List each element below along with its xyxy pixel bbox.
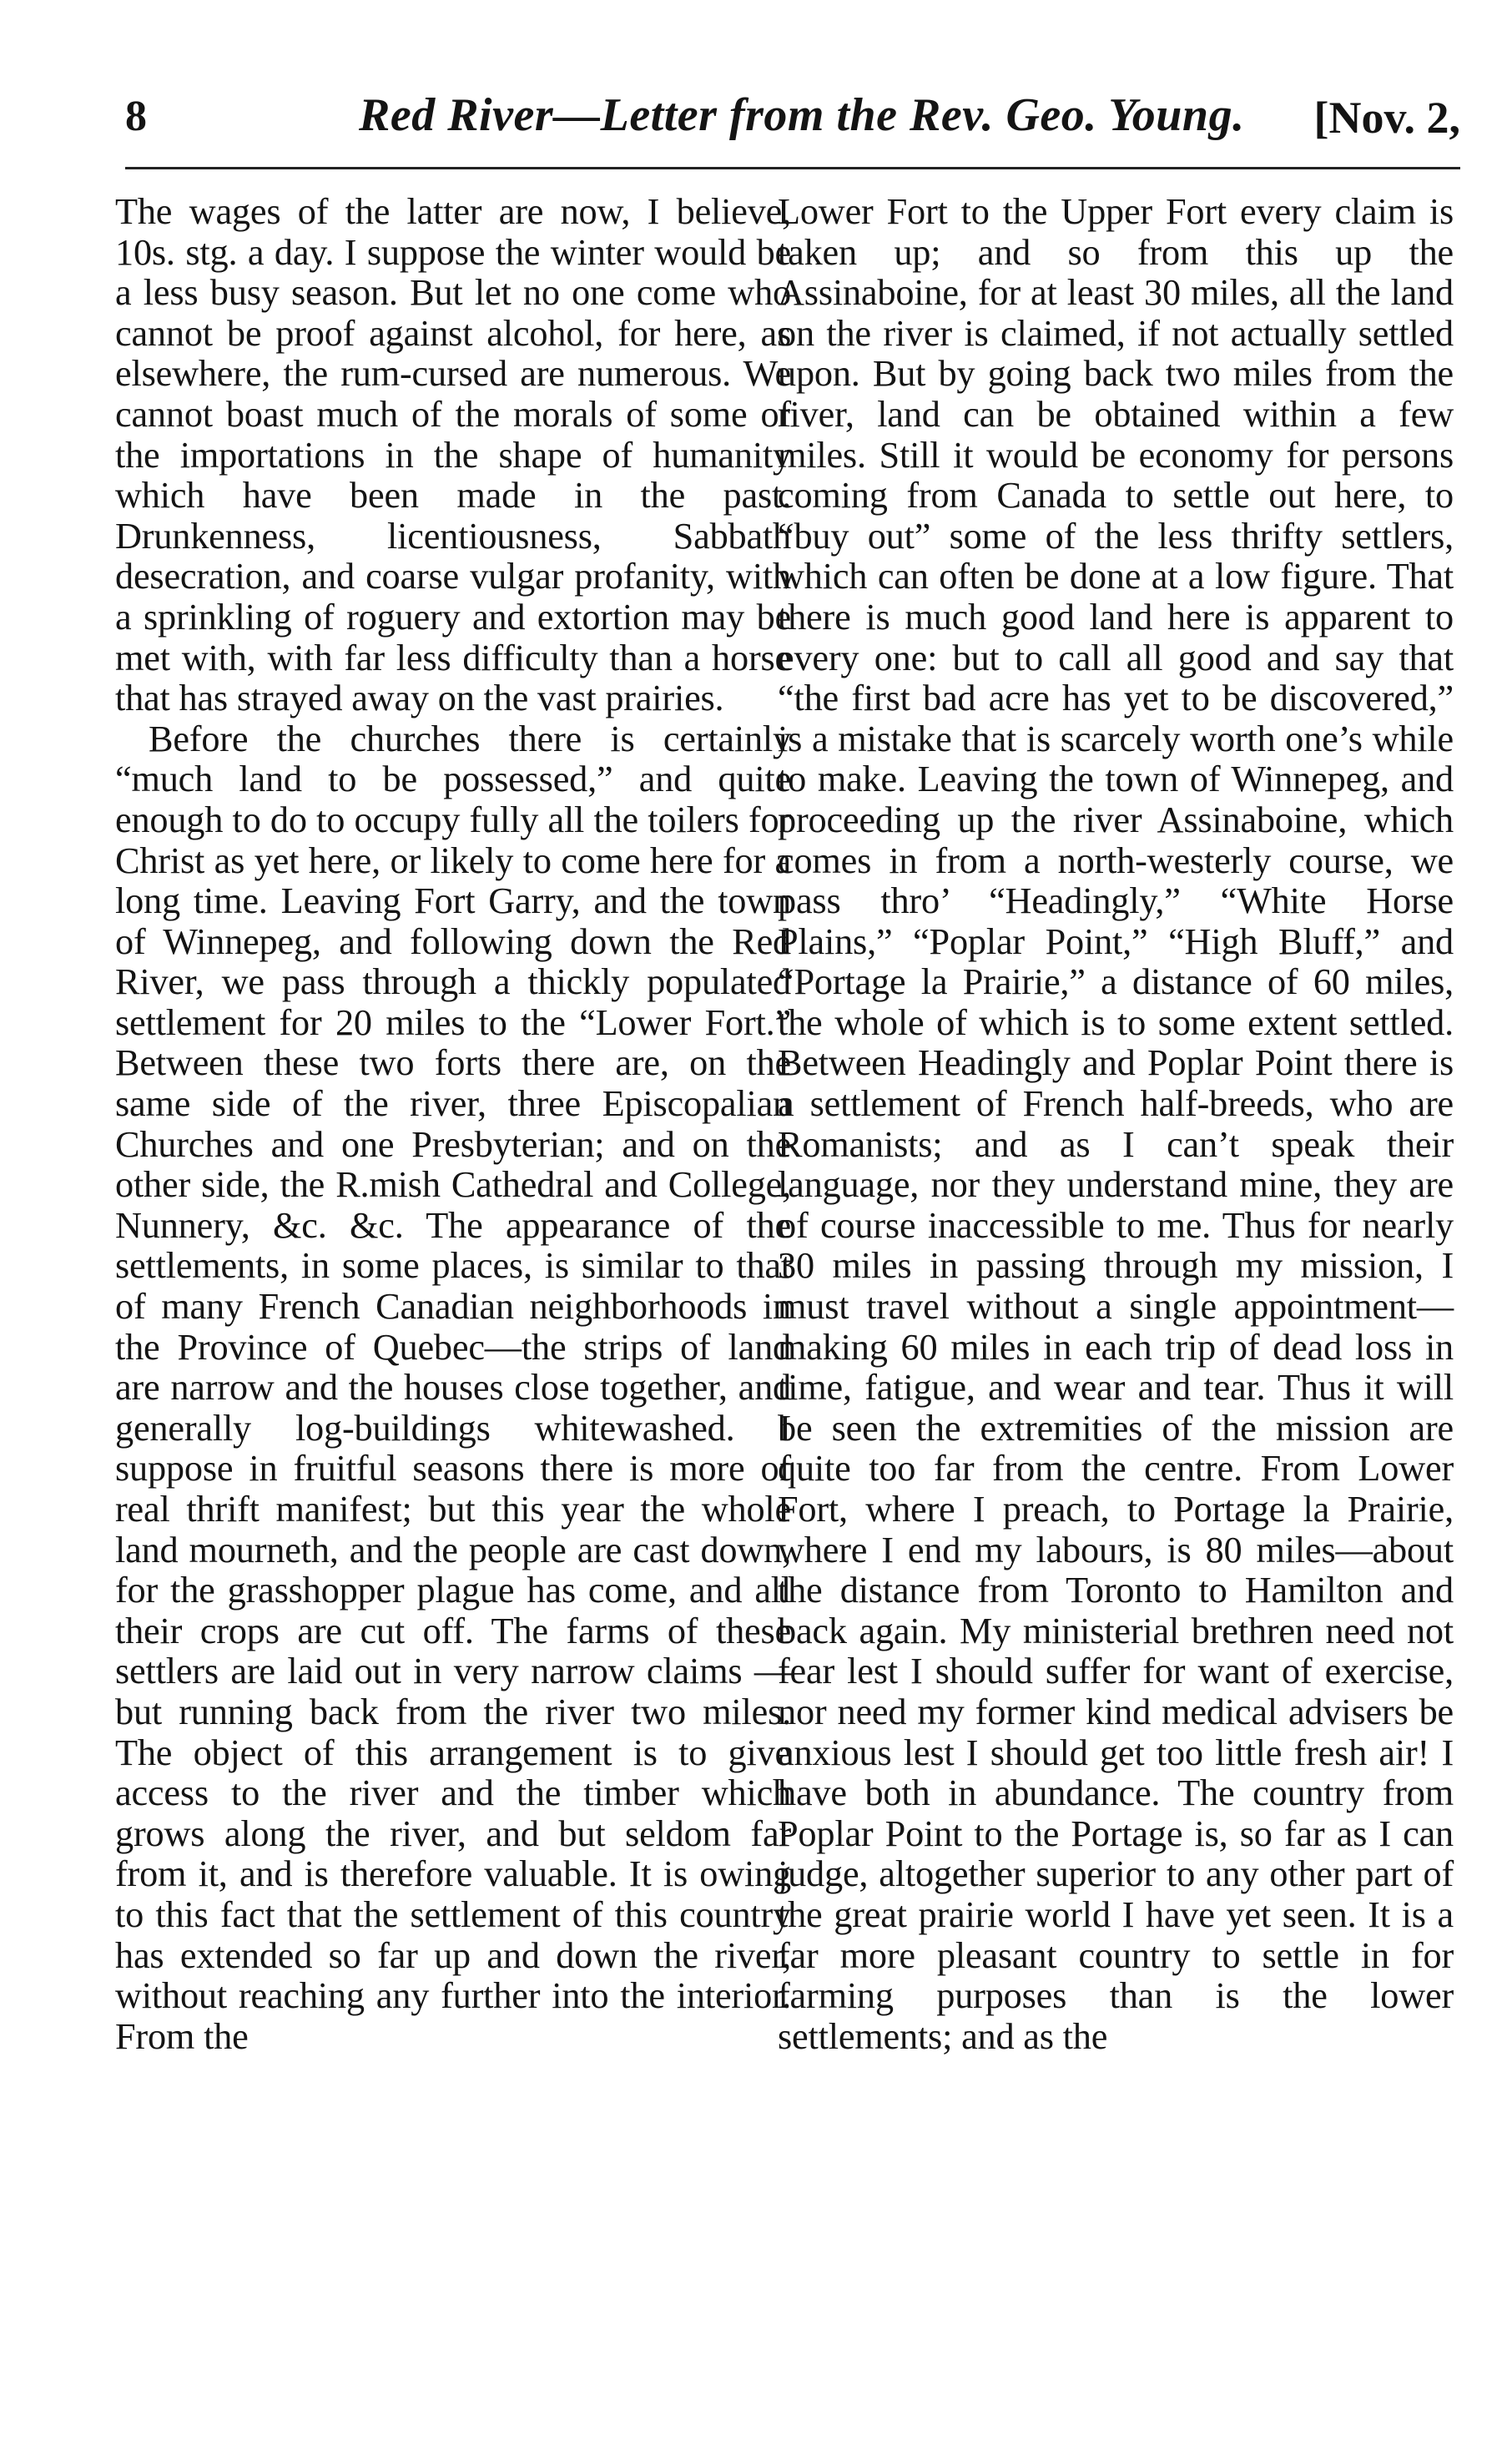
left-column	[115, 192, 791, 2057]
running-title: Red River—Letter from the Rev. Geo. Young.	[359, 89, 1245, 141]
right-column	[778, 192, 1454, 2057]
header-rule	[125, 167, 1460, 169]
issue-date: [Nov. 2,	[1313, 93, 1460, 143]
paragraph: The wages of the latter are now, I believe, 10s. stg. a day. I suppose the winter would be a less busy season. But let no one come who cannot be proof against alcohol, for here, as elsewhere, the rum-cursed are numerous. We cannot boast much of the morals of some of the importations in the shape of humanity which have been made in the past. Drunkenness, licentiousness, Sabbath desecration, and coarse vulgar profanity, with a sprinkling of roguery and extortion may be met with, with far less difficulty than a horse that has strayed away on the vast prairies.	[115, 191, 791, 719]
running-header	[125, 73, 1460, 149]
paragraph: Lower Fort to the Upper Fort every claim is taken up; and so from this up the Assinaboine, for at least 30 miles, all the land on the river is claimed, if not actually settled upon. But by going back two miles from the river, land can be obtained within a few miles. Still it would be economy for persons coming from Canada to settle out here, to “buy out” some of the less thrifty settlers, which can often be done at a low figure. That there is much good land here is apparent to every one: but to call all good and say that “the first bad acre has yet to be discovered,” is a mistake that is scarcely worth one’s while to make. Leaving the town of Winnepeg, and proceeding up the river Assinaboine, which comes in from a north-westerly course, we pass thro’ “Headingly,” “White Horse Plains,” “Poplar Point,” “High Bluff,” and “Portage la Prairie,” a distance of 60 miles, the whole of which is to some extent settled. Between Headingly and Poplar Point there is a settlement of French half-breeds, who are Romanists; and as I can’t speak their language, nor they understand mine, they are of course inaccessible to me. Thus for nearly 30 miles in passing through my mission, I must travel without a single appointment—making 60 miles in each trip of dead loss in time, fatigue, and wear and tear. Thus it will be seen the extremities of the mission are quite too far from the centre. From Lower Fort, where I preach, to Portage la Prairie, where I end my labours, is 80 miles—about the distance from Toronto to Hamilton and back again. My ministerial brethren need not fear lest I should suffer for want of exercise, nor need my former kind medical advisers be anxious lest I should get too little fresh air! I have both in abundance. The country from Poplar Point to the Portage is, so far as I can judge, altogether superior to any other part of the great prairie world I have yet seen. It is a far more pleasant country to settle in for farming purposes than is the lower settlements; and as the	[778, 191, 1454, 2057]
page-number: 8	[125, 93, 147, 140]
paragraph: Before the churches there is certainly “much land to be possessed,” and quite enough to do to occupy fully all the toilers for Christ as yet here, or likely to come here for a long time. Leaving Fort Garry, and the town of Winnepeg, and following down the Red River, we pass through a thickly populated settlement for 20 miles to the “Lower Fort.” Between these two forts there are, on the same side of the river, three Episcopalian Churches and one Presbyterian; and on the other side, the R.mish Cathedral and College, Nunnery, &c. &c. The appearance of the settlements, in some places, is similar to that of many French Canadian neighborhoods in the Province of Quebec—the strips of land are narrow and the houses close together, and generally log-buildings whitewashed. I suppose in fruitful seasons there is more of real thrift manifest; but this year the whole land mourneth, and the people are cast down, for the grasshopper plague has come, and all their crops are cut off. The farms of these settlers are laid out in very narrow claims —but running back from the river two miles. The object of this arrangement is to give access to the river and the timber which grows along the river, and but seldom far from it, and is therefore valuable. It is owing to this fact that the settlement of this country has extended so far up and down the river, without reaching any further into the interior. From the	[115, 718, 791, 2057]
